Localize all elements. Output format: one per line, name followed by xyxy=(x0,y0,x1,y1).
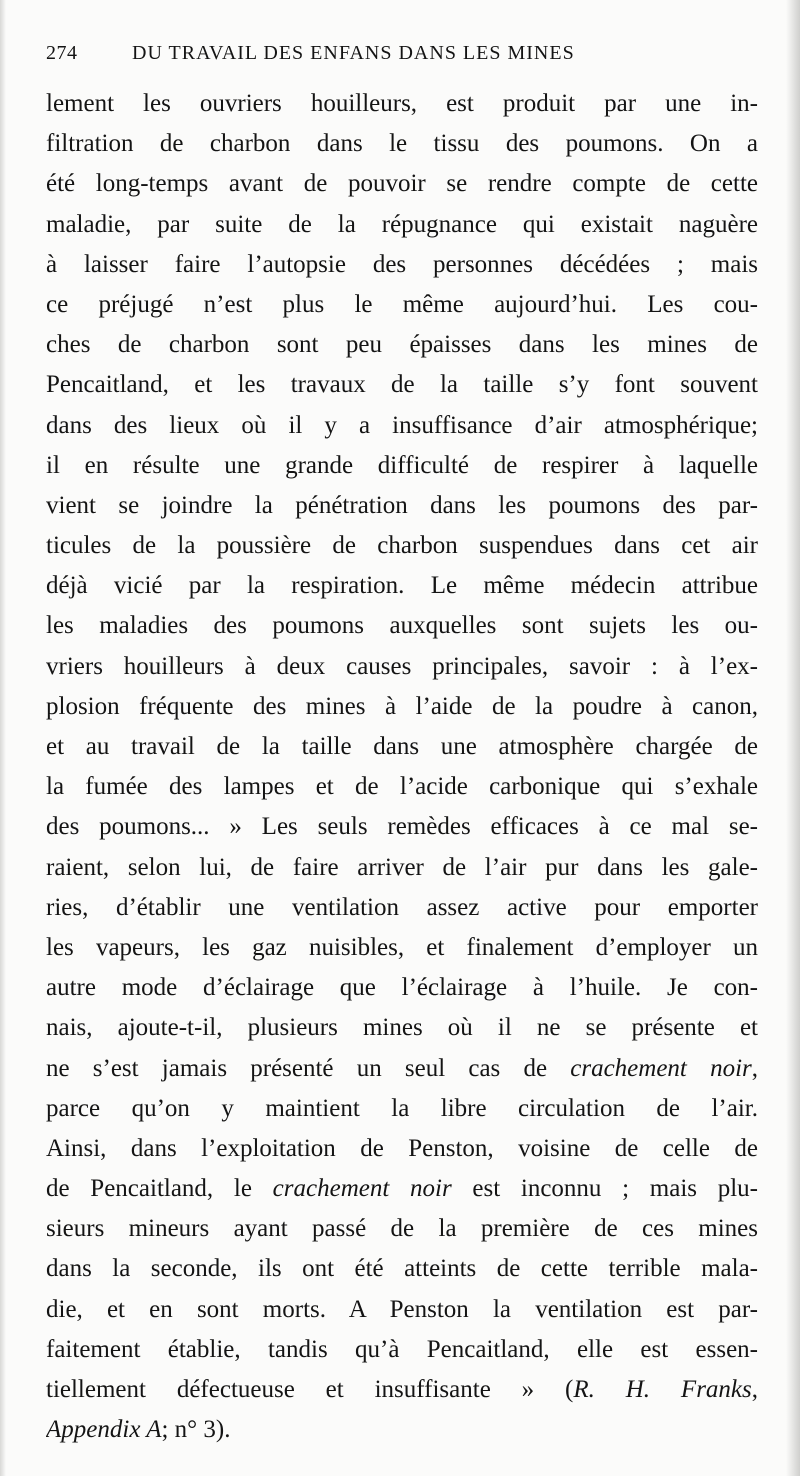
text-line xyxy=(46,406,758,446)
text-run: vient se joindre la pénétration dans les poumons des par- xyxy=(46,491,758,519)
body-text xyxy=(46,84,758,1450)
italic-text: crachement noir xyxy=(570,1054,752,1082)
text-run: filtration de charbon dans le tissu des poumons. On a xyxy=(46,130,758,158)
text-line xyxy=(46,365,758,405)
page-edge-right xyxy=(786,0,800,1476)
page-edge-left xyxy=(0,0,6,1476)
running-title: DU TRAVAIL DES ENFANS DANS LES MINES xyxy=(132,42,575,64)
text-line xyxy=(46,1290,758,1330)
text-line xyxy=(46,968,758,1008)
text-line xyxy=(46,1249,758,1289)
text-run: dans des lieux où il y a insuffisance d’air atmosphérique; xyxy=(46,411,758,439)
text-run: déjà vicié par la respiration. Le même médecin attribue xyxy=(46,572,758,600)
text-run: dans la seconde, ils ont été atteints de cette terrible mala- xyxy=(46,1255,758,1283)
text-line xyxy=(46,1410,758,1450)
text-run: ticules de la poussière de charbon suspendues dans cet air xyxy=(46,532,758,560)
text-line xyxy=(46,647,758,687)
text-run: et au travail de la taille dans une atmosphère chargée de xyxy=(46,733,758,760)
text-line xyxy=(46,848,758,888)
text-run: faitement établie, tandis qu’à Pencaitland, elle est essen- xyxy=(46,1335,758,1363)
text-run: il en résulte une grande difficulté de respirer à laquelle xyxy=(46,451,758,479)
text-line xyxy=(46,446,758,486)
text-run: la fumée des lampes et de l’acide carbonique qui s’exhale xyxy=(46,773,758,801)
text-run: Pencaitland, et les travaux de la taille s’y font souvent xyxy=(46,371,758,399)
text-line xyxy=(46,767,758,807)
text-run: maladie, par suite de la répugnance qui existait naguère xyxy=(46,210,758,238)
text-line xyxy=(46,1089,758,1129)
text-run: vriers houilleurs à deux causes principales, savoir : à l’ex- xyxy=(46,652,758,680)
text-run: ries, d’établir une ventilation assez active pour emporter xyxy=(46,893,758,921)
text-line xyxy=(46,205,758,245)
text-line xyxy=(46,124,758,164)
text-run: lement les ouvriers houilleurs, est produit par une in- xyxy=(46,90,758,117)
italic-text: Appendix A xyxy=(46,1416,162,1444)
text-line xyxy=(46,687,758,727)
text-line xyxy=(46,807,758,847)
text-run: parce qu’on y maintient la libre circulation de l’air. xyxy=(46,1094,758,1122)
text-line xyxy=(46,285,758,325)
text-line xyxy=(46,928,758,968)
text-line xyxy=(46,325,758,365)
text-run: tiellement défectueuse et insuffisante » ( xyxy=(46,1376,574,1403)
text-line xyxy=(46,1129,758,1169)
text-run: ce préjugé n’est plus le même aujourd’hui. Les cou- xyxy=(46,290,758,318)
text-run: été long-temps avant de pouvoir se rendre compte de cette xyxy=(46,170,758,198)
text-line xyxy=(46,1209,758,1249)
text-run: die, et en sont morts. A Penston la ventilation est par- xyxy=(46,1295,758,1323)
text-line xyxy=(46,245,758,285)
text-run: des poumons... » Les seuls remèdes efficaces à ce mal se- xyxy=(46,813,758,841)
text-line xyxy=(46,526,758,566)
running-head xyxy=(46,42,760,72)
text-run: raient, selon lui, de faire arriver de l’air pur dans les gale- xyxy=(46,853,758,881)
text-line xyxy=(46,1008,758,1048)
text-run: est inconnu ; mais plu- xyxy=(451,1175,758,1203)
text-line xyxy=(46,486,758,526)
text-run: sieurs mineurs ayant passé de la première de ces mines xyxy=(46,1215,758,1243)
text-line xyxy=(46,1330,758,1370)
text-run: les vapeurs, les gaz nuisibles, et finalement d’employer un xyxy=(46,933,758,961)
text-run: ches de charbon sont peu épaisses dans les mines de xyxy=(46,331,758,359)
text-line xyxy=(46,566,758,606)
text-run: ne s’est jamais présenté un seul cas de xyxy=(46,1054,571,1082)
text-run: , xyxy=(751,1054,758,1082)
text-line xyxy=(46,1169,758,1209)
text-line xyxy=(46,164,758,204)
text-run: autre mode d’éclairage que l’éclairage à l’huile. Je con- xyxy=(46,974,758,1002)
text-run: , xyxy=(751,1376,758,1403)
text-line xyxy=(46,888,758,928)
text-line xyxy=(46,1049,758,1089)
text-run: ; n° 3). xyxy=(161,1416,231,1444)
text-run: Ainsi, dans l’exploitation de Penston, voisine de celle de xyxy=(46,1134,758,1162)
text-line xyxy=(46,1370,758,1410)
text-line xyxy=(46,606,758,646)
text-run: plosion fréquente des mines à l’aide de la poudre à canon, xyxy=(46,692,758,720)
page-number: 274 xyxy=(46,42,78,64)
text-line xyxy=(46,727,758,767)
italic-text: crachement noir xyxy=(272,1175,452,1203)
text-run: à laisser faire l’autopsie des personnes décédées ; mais xyxy=(46,250,758,278)
text-run: les maladies des poumons auxquelles sont sujets les ou- xyxy=(46,612,758,640)
text-run: de Pencaitland, le xyxy=(46,1175,273,1203)
text-line xyxy=(46,84,758,124)
text-run: nais, ajoute-t-il, plusieurs mines où il ne se présente et xyxy=(46,1014,758,1042)
italic-text: R. H. Franks xyxy=(573,1376,752,1403)
